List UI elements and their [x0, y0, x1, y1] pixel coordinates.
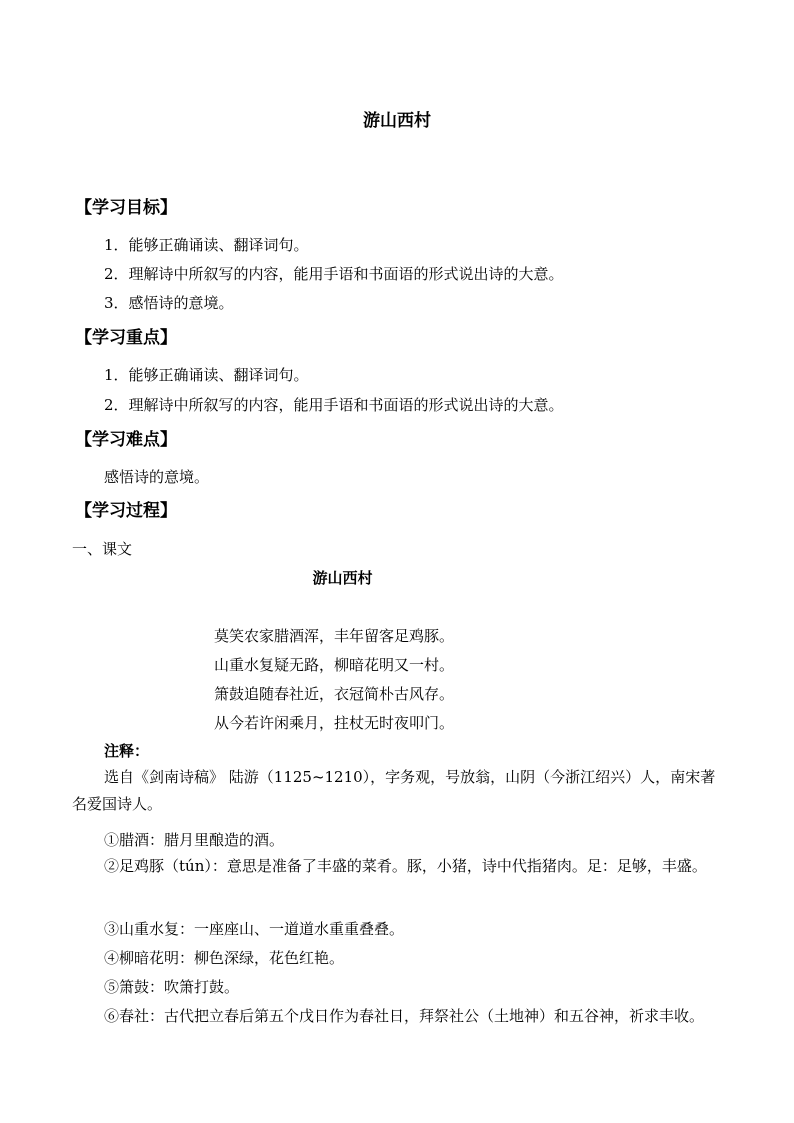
poem-line: 莫笑农家腊酒浑，丰年留客足鸡豚。	[214, 627, 455, 645]
part-one-label: 一、课文	[72, 540, 133, 558]
note-item: ⑤箫鼓：吹箫打鼓。	[104, 978, 240, 996]
key-points-item: 1．能够正确诵读、翻译词句。	[104, 366, 309, 384]
note-item: ⑥春社：古代把立春后第五个戊日作为春社日，拜祭社公（土地神）和五谷神，祈求丰收。	[104, 1007, 705, 1025]
note-item: ④柳暗花明：柳色深绿，花色红艳。	[104, 949, 345, 967]
poem-title: 游山西村	[312, 569, 373, 587]
notes-intro: 选自《剑南诗稿》 陆游（1125~1210），字务观，号放翁，山阴（今浙江绍兴）人，南宋著名爱国诗人。	[72, 768, 716, 813]
note-item: ②足鸡豚（tún）：意思是准备了丰盛的菜肴。豚，小猪，诗中代指猪肉。足：足够，丰盛。	[104, 857, 707, 875]
key-points-heading: 【学习重点】	[75, 328, 177, 348]
difficulties-heading: 【学习难点】	[75, 430, 177, 450]
poem-line: 山重水复疑无路，柳暗花明又一村。	[214, 656, 455, 674]
document-title: 游山西村	[363, 111, 431, 131]
process-heading: 【学习过程】	[75, 501, 177, 521]
notes-label: 注释：	[104, 742, 150, 760]
goals-heading: 【学习目标】	[75, 198, 177, 218]
goals-item: 2．理解诗中所叙写的内容，能用手语和书面语的形式说出诗的大意。	[104, 265, 564, 283]
difficulties-text: 感悟诗的意境。	[104, 468, 210, 486]
key-points-item: 2．理解诗中所叙写的内容，能用手语和书面语的形式说出诗的大意。	[104, 396, 564, 414]
goals-item: 1．能够正确诵读、翻译词句。	[104, 236, 309, 254]
poem-line: 箫鼓追随春社近，衣冠简朴古风存。	[214, 685, 455, 703]
goals-item: 3．感悟诗的意境。	[104, 294, 234, 312]
poem-line: 从今若许闲乘月，拄杖无时夜叩门。	[214, 714, 455, 732]
note-item: ①腊酒：腊月里酿造的酒。	[104, 831, 285, 849]
note-item: ③山重水复：一座座山、一道道水重重叠叠。	[104, 920, 405, 938]
